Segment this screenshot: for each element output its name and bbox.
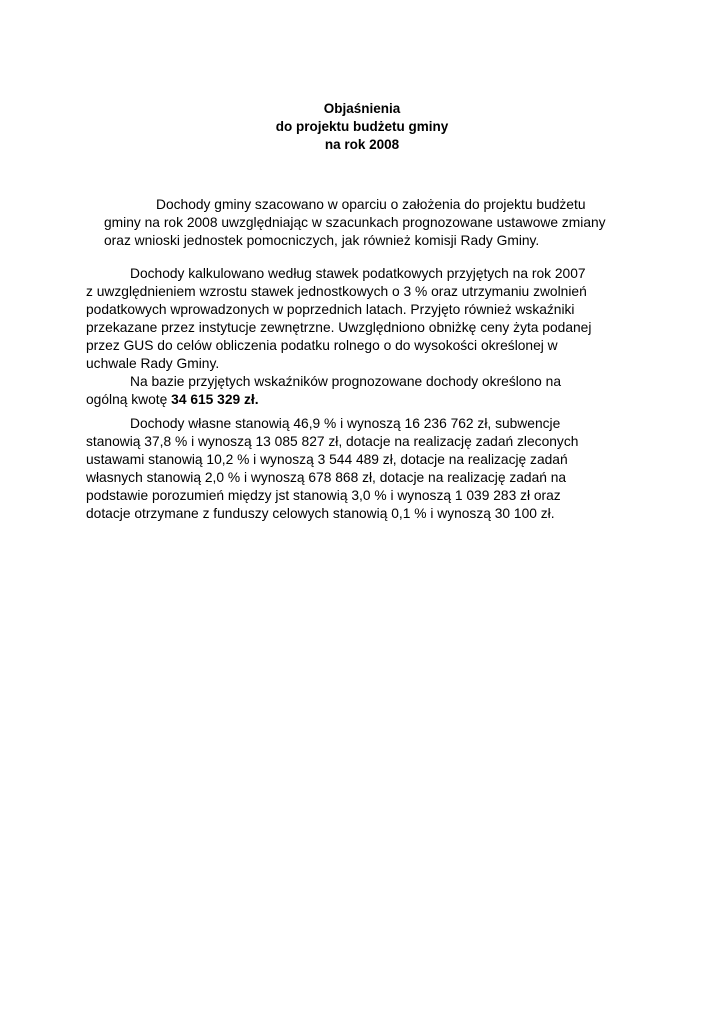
text-line: dotacje otrzymane z funduszy celowych stanowią 0,1 % i wynoszą 30 100 zł.: [86, 506, 555, 521]
text-line: własnych stanowią 2,0 % i wynoszą 678 868 zł, dotacje na realizację zadań na: [86, 470, 567, 485]
text-line: podatkowych wprowadzonych w poprzednich latach. Przyjęto również wskaźniki: [86, 302, 575, 317]
text-line: ustawami stanowią 10,2 % i wynoszą 3 544 489 zł, dotacje na realizację zadań: [86, 452, 568, 467]
text-line: Na bazie przyjętych wskaźników prognozowane dochody określono na: [130, 374, 562, 389]
document-title: [0, 100, 724, 154]
text-line: podstawie porozumień między jst stanowią 3,0 % i wynoszą 1 039 283 zł oraz: [86, 488, 561, 503]
text-line: przekazane przez instytucje zewnętrzne. Uwzględniono obniżkę ceny żyta podanej: [86, 320, 592, 335]
paragraph-tax-rates: [86, 265, 646, 409]
total-amount-line: [86, 391, 646, 409]
title-line: na rok 2008: [324, 137, 400, 152]
total-amount-prefix: ogólną kwotę: [86, 392, 172, 407]
text-line: Dochody kalkulowano według stawek podatkowych przyjętych na rok 2007: [130, 266, 586, 281]
total-amount: 34 615 329 zł.: [171, 392, 259, 407]
text-line: Dochody gminy szacowano w oparciu o założenia do projektu budżetu: [156, 197, 586, 212]
text-line: stanowią 37,8 % i wynoszą 13 085 827 zł, dotacje na realizację zadań zleconych: [86, 434, 579, 449]
text-line: oraz wnioski jednostek pomocniczych, jak również komisji Rady Gminy.: [104, 233, 540, 248]
text-line: przez GUS do celów obliczenia podatku rolnego o do wysokości określonej w: [86, 338, 558, 353]
paragraph-income-assumptions: [104, 196, 664, 250]
title-line: Objaśnienia: [323, 101, 401, 116]
title-line: do projektu budżetu gminy: [275, 119, 449, 134]
text-line: gminy na rok 2008 uwzględniając w szacunkach prognozowane ustawowe zmiany: [104, 215, 606, 230]
text-line: uchwale Rady Gminy.: [86, 356, 220, 371]
text-line: z uwzględnieniem wzrostu stawek jednostkowych o 3 % oraz utrzymaniu zwolnień: [86, 284, 587, 299]
text-line: Dochody własne stanowią 46,9 % i wynoszą 16 236 762 zł, subwencje: [130, 416, 561, 431]
paragraph-income-structure: [86, 415, 646, 523]
